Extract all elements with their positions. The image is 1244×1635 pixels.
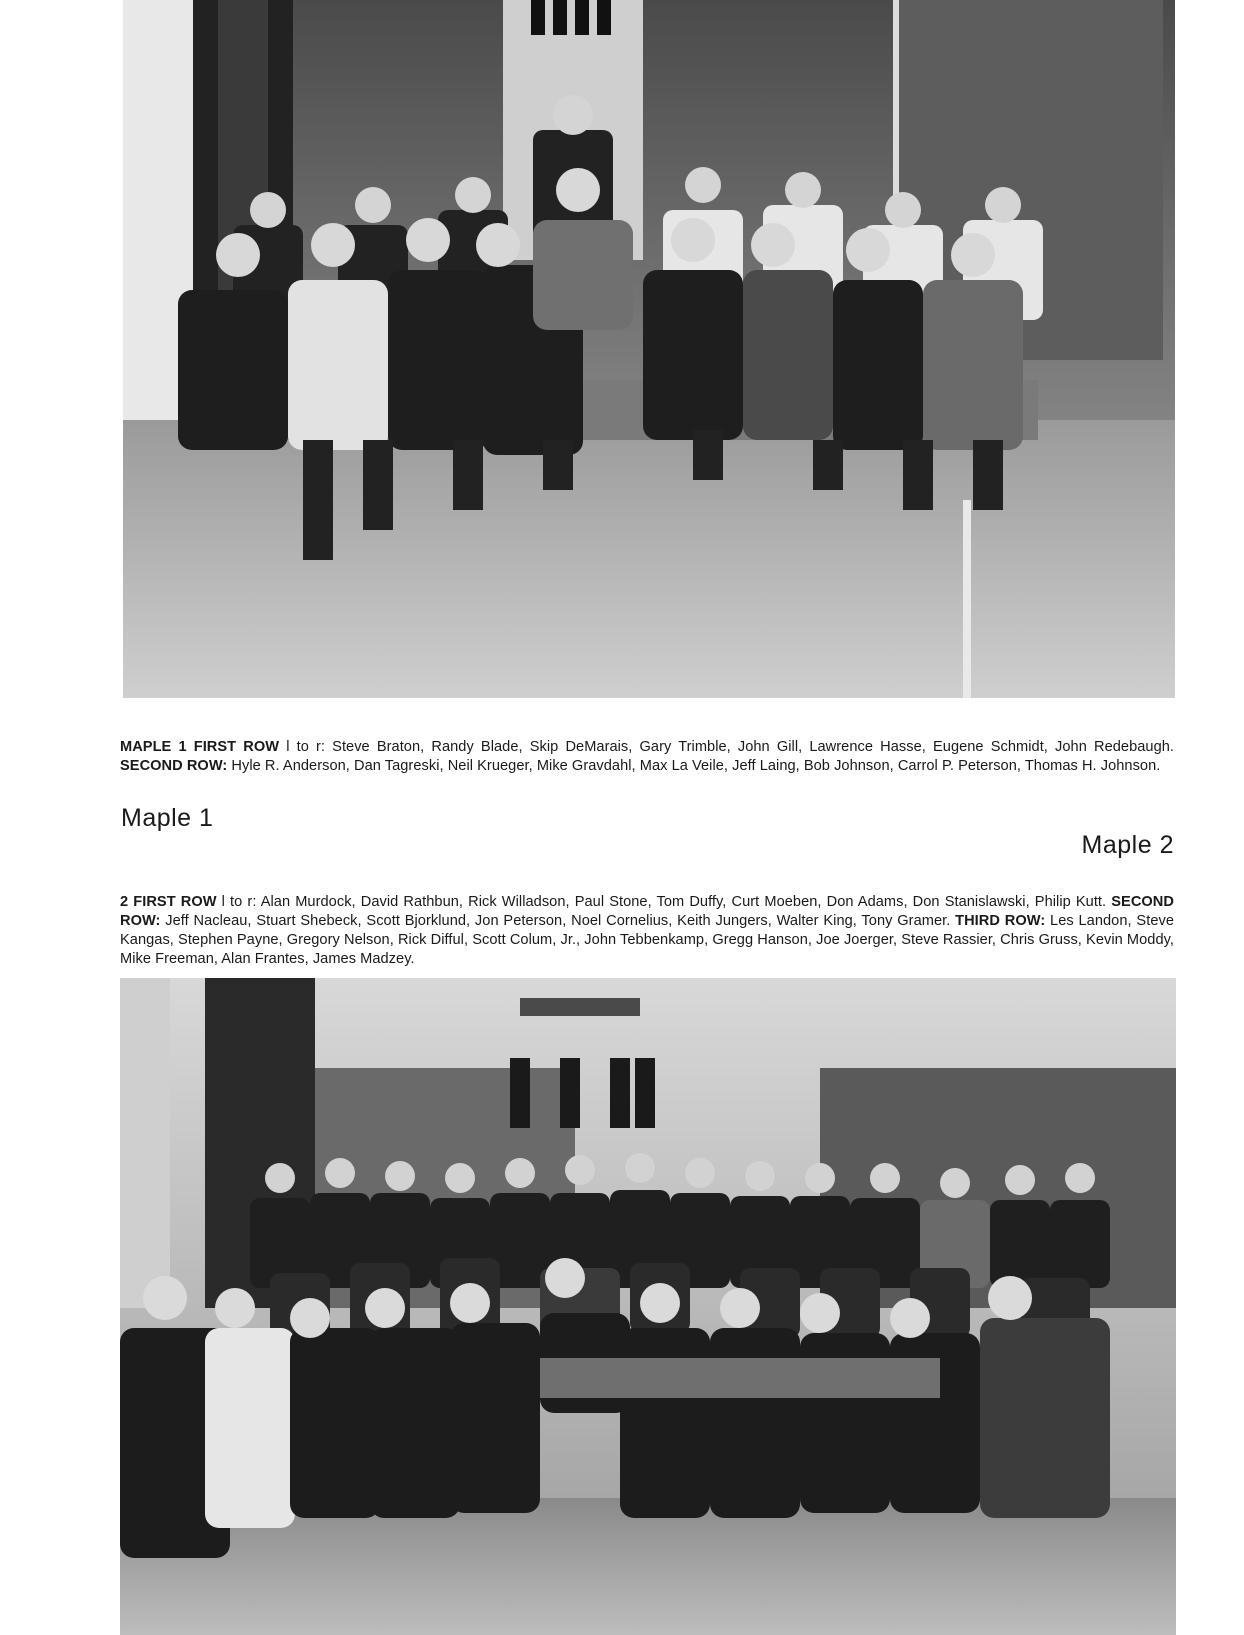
maple-1-second-row-names: Hyle R. Anderson, Dan Tagreski, Neil Krueger, Mike Gravdahl, Max La Veile, Jeff Laing, Bob Johnson, Carrol P. Peterson, Thomas H. Johnson.: [227, 757, 1161, 774]
maple-1-second-row-label: SECOND ROW:: [120, 757, 228, 774]
maple-1-first-row-names: l to r: Steve Braton, Randy Blade, Skip DeMarais, Gary Trimble, John Gill, Lawrence Hasse, Eugene Schmidt, John Redebaugh.: [279, 738, 1175, 755]
maple-1-heading: Maple 1: [121, 804, 214, 832]
maple-2-second-row-names: Jeff Nacleau, Stuart Shebeck, Scott Bjorklund, Jon Peterson, Noel Cornelius, Keith Jungers, Walter King, Tony Gramer.: [160, 912, 956, 929]
maple-2-heading: Maple 2: [1081, 831, 1174, 859]
maple-2-second-row-label: SECOND ROW:: [120, 893, 1174, 929]
maple-2-first-row-label: 2 FIRST ROW: [120, 893, 217, 910]
maple-1-photo-image: [123, 0, 1175, 698]
maple-2-photo-image: [120, 978, 1176, 1635]
maple-2-group-photo: [120, 978, 1176, 1635]
maple-2-first-row-names: l to r: Alan Murdock, David Rathbun, Rick Willadson, Paul Stone, Tom Duffy, Curt Moeben, Don Adams, Don Stanislawski, Philip Kutt.: [216, 893, 1112, 910]
maple-2-caption: [120, 893, 1174, 969]
maple-2-third-row-names: Les Landon, Steve Kangas, Stephen Payne, Gregory Nelson, Rick Difful, Scott Colum, Jr., John Tebbenkamp, Gregg Hanson, Joe Joerger, Steve Rassier, Chris Gruss, Kevin Moddy, Mike Freeman, Alan Frantes, James Madzey.: [120, 912, 1174, 967]
maple-2-third-row-label: THIRD ROW:: [955, 912, 1046, 929]
maple-1-caption: [120, 738, 1174, 776]
maple-1-first-row-label: MAPLE 1 FIRST ROW: [120, 738, 280, 755]
maple-1-group-photo: [123, 0, 1175, 698]
